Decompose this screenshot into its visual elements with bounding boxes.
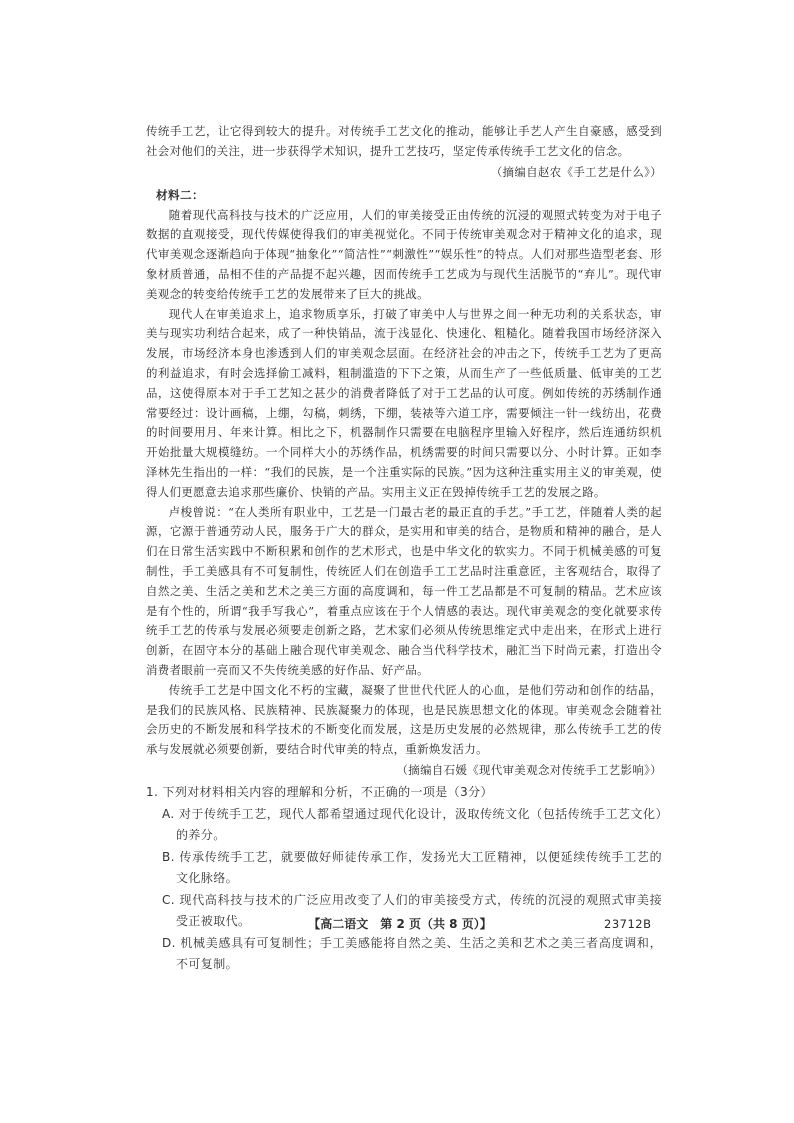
- footer-page-info: 【高二语文 第 2 页（共 8 页）】: [308, 917, 492, 931]
- material2-paragraph: 现代人在审美追求上，追求物质享乐，打破了审美中人与世界之间一种无功利的关系状态，审美与现实功利结合起来，成了一种快销品，流于浅显化、快速化、粗糙化。随着我国市场经济深入发展，市场经济本身也渗透到人们的审美观念层面。在经济社会的冲击之下，传统手工艺为了更高的利益追求，有时会选择偷工减料，粗制滥造的下下之策，从而生产了一些低质量、低审美的工艺品，这使得原本对于手工艺知之甚少的消费者降低了对于工艺品的认可度。例如传统的苏绣制作通常要经过：设计画稿，上绷，勾稿，刺绣，下绷，装裱等六道工序，需要倾注一针一线纺出，花费的时间要用月、年来计算。相比之下，机器制作只需要在电脑程序里输入好程序，然后连通纺织机开始批量大规模缝纺。一个同样大小的苏绣作品，机绣需要的时间只需要以分、小时计算。正如李泽林先生指出的一样：“我们的民族，是一个注重实际的民族。”因为这种注重实用主义的审美观，使得人们更愿意去追求那些廉价、快销的产品。实用主义正在毁掉传统手工艺的发展之路。: [146, 306, 662, 499]
- question-1: [146, 782, 662, 975]
- question-1-option-a: A. 对于传统手工艺，现代人都希望通过现代化设计，汲取传统文化（包括传统手工艺文化）的养分。: [162, 807, 662, 842]
- footer-exam-code: 23712B: [604, 917, 652, 931]
- material2-paragraph: 传统手工艺是中国文化不朽的宝藏，凝聚了世世代代匠人的心血，是他们劳动和创作的结晶，是我们的民族风格、民族精神、民族凝聚力的体现，也是民族思想文化的体现。审美观念会随着社会历史的不断发展和科学技术的不断变化而发展，这是历史发展的必然规律，那么传统手工艺的传承与发展就必须要创新，要结合时代审美的特点，重新焕发活力。: [146, 682, 662, 757]
- material1-source-citation: （摘编自赵农《手工艺是什么》）: [490, 164, 662, 179]
- exam-content: [146, 122, 662, 974]
- question-1-option-b: B. 传承传统手工艺，就要做好师徒传承工作，发扬光大工匠精神，以便延续传统手工艺的文化脉络。: [162, 850, 662, 885]
- material1-closing-paragraph: 传统手工艺，让它得到较大的提升。对传统手工艺文化的推动，能够让手艺人产生自豪感，感受到社会对他们的关注，进一步获得学术知识，提升工艺技巧，坚定传承传统手工艺文化的信念。: [146, 124, 662, 158]
- material2-paragraph: 卢梭曾说：“在人类所有职业中，工艺是一门最古老的最正直的手艺。”手工艺，伴随着人类的起源，它源于普通劳动人民，服务于广大的群众，是实用和审美的结合，是物质和精神的融合，是人们在日常生活实践中不断积累和创作的艺术形式，也是中华文化的软实力。不同于机械美感的可复制性，手工美感具有不可复制性，传统匠人们在创造手工工艺品时注重意匠，主客观结合，取得了自然之美、生活之美和艺术之美三方面的高度调和，每一件工艺品都是不可复制的精品。艺术应该是有个性的，所谓“我手写我心”，着重点应该在于个人情感的表达。现代审美观念的变化就要求传统手工艺的传承与发展必须要走创新之路，艺术家们必须从传统思维定式中走出来，在形式上进行创新，在固守本分的基础上融合现代审美观念、融合当代科学技术，融汇当下时尚元素，打造出令消费者眼前一亮而又不失传统美感的好作品、好产品。: [146, 504, 662, 677]
- material2-heading: 材料二：: [156, 187, 204, 202]
- question-1-option-d: D. 机械美感具有可复制性；手工美感能将自然之美、生活之美和艺术之美三者高度调和，不可复制。: [162, 936, 662, 971]
- page-footer: [0, 914, 794, 934]
- material2-source-citation: （摘编自石媛《现代审美观念对传统手工艺影响》）: [396, 762, 662, 777]
- question-1-option-c: C. 现代高科技与技术的广泛应用改变了人们的审美接受方式，传统的沉浸的观照式审美接受正被取代。: [162, 893, 662, 928]
- question-1-stem: 1. 下列对材料相关内容的理解和分析，不正确的一项是（3分）: [146, 784, 493, 799]
- material2-paragraph: 随着现代高科技与技术的广泛应用，人们的审美接受正由传统的沉浸的观照式转变为对于电子数据的直观接受，现代传媒使得我们的审美视觉化。不同于传统审美观念对于精神文化的追求，现代审美观念逐渐趋向于体现“抽象化”“简洁性”“刺激性”“娱乐性”的特点。人们对那些造型老套、形象材质普通，品相不佳的产品提不起兴趣，因而传统手工艺成为与现代生活脱节的“弃儿”。现代审美观念的转变给传统手工艺的发展带来了巨大的挑战。: [146, 207, 662, 301]
